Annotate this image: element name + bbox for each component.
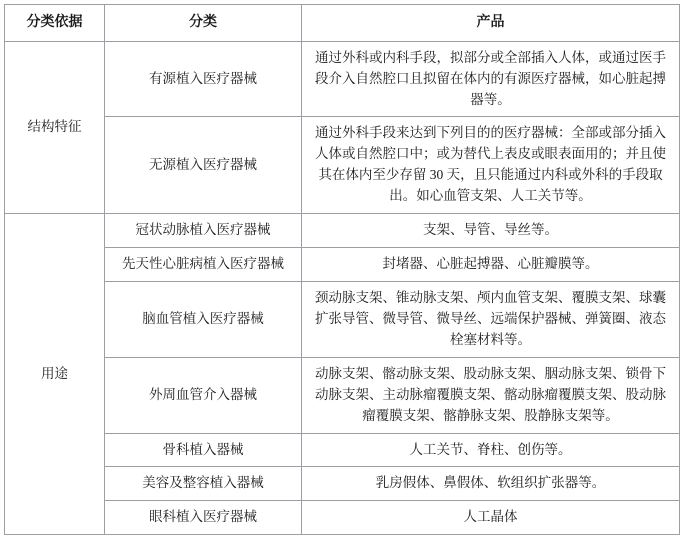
product-cell: 颈动脉支架、锥动脉支架、颅内血管支架、覆膜支架、球囊扩张导管、微导管、微导丝、远端保护器械、弹簧圈、液态栓塞材料等。 bbox=[302, 281, 680, 357]
product-cell: 人工关节、脊柱、创伤等。 bbox=[302, 433, 680, 467]
product-cell: 通过外科或内科手段，拟部分或全部插入人体，或通过医手段介入自然腔口且拟留在体内的有源医疗器械，如心脏起搏器等。 bbox=[302, 41, 680, 117]
table-row bbox=[5, 281, 680, 357]
category-cell: 先天性心脏病植入医疗器械 bbox=[105, 248, 302, 282]
column-header-basis: 分类依据 bbox=[5, 5, 105, 42]
table-row bbox=[5, 248, 680, 282]
product-cell: 支架、导管、导丝等。 bbox=[302, 214, 680, 248]
category-cell: 有源植入医疗器械 bbox=[105, 41, 302, 117]
column-header-category: 分类 bbox=[105, 5, 302, 42]
category-cell: 美容及整容植入器械 bbox=[105, 467, 302, 501]
table-body bbox=[5, 41, 680, 535]
basis-cell-use: 用途 bbox=[5, 214, 105, 535]
category-cell: 无源植入医疗器械 bbox=[105, 117, 302, 214]
column-header-product: 产品 bbox=[302, 5, 680, 42]
basis-cell-structure: 结构特征 bbox=[5, 41, 105, 213]
table-header-row bbox=[5, 5, 680, 42]
category-cell: 冠状动脉植入医疗器械 bbox=[105, 214, 302, 248]
table-row bbox=[5, 214, 680, 248]
table-row bbox=[5, 501, 680, 535]
table-header bbox=[5, 5, 680, 42]
product-cell: 封堵器、心脏起搏器、心脏瓣膜等。 bbox=[302, 248, 680, 282]
category-cell: 骨科植入器械 bbox=[105, 433, 302, 467]
product-cell: 人工晶体 bbox=[302, 501, 680, 535]
table-row bbox=[5, 433, 680, 467]
category-cell: 眼科植入医疗器械 bbox=[105, 501, 302, 535]
classification-table bbox=[4, 4, 680, 535]
category-cell: 外周血管介入器械 bbox=[105, 357, 302, 433]
category-cell: 脑血管植入医疗器械 bbox=[105, 281, 302, 357]
table-row bbox=[5, 117, 680, 214]
table-row bbox=[5, 41, 680, 117]
product-cell: 通过外科手段来达到下列目的的医疗器械：全部或部分插入人体或自然腔口中；或为替代上表皮或眼表面用的；并且使其在体内至少存留 30 天，且只能通过内科或外科的手段取出。如心血管支架、人工关节等。 bbox=[302, 117, 680, 214]
table-row bbox=[5, 467, 680, 501]
table-row bbox=[5, 357, 680, 433]
product-cell: 动脉支架、髂动脉支架、股动脉支架、胭动脉支架、锁骨下动脉支架、主动脉瘤覆膜支架、髂动脉瘤覆膜支架、股动脉瘤覆膜支架、髂静脉支架、股静脉支架等。 bbox=[302, 357, 680, 433]
product-cell: 乳房假体、鼻假体、软组织扩张器等。 bbox=[302, 467, 680, 501]
